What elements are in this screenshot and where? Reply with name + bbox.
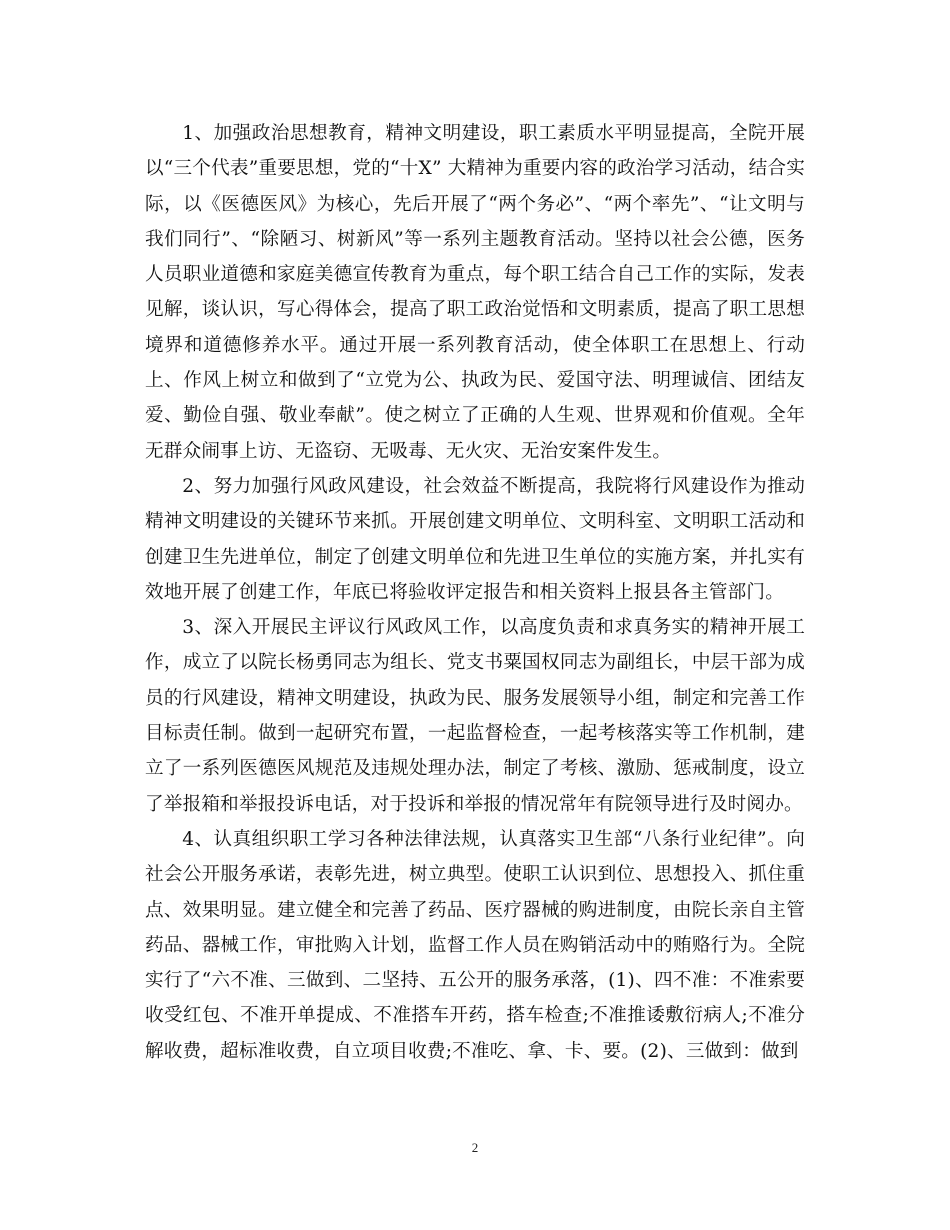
document-body <box>145 116 805 1069</box>
paragraph-4: 4、认真组织职工学习各种法律法规，认真落实卫生部“八条行业纪律”。向社会公开服务承诺，表彰先进，树立典型。使职工认识到位、思想投入、抓住重点、效果明显。建立健全和完善了药品、医疗器械的购进制度，由院长亲自主管药品、器械工作，审批购入计划，监督工作人员在购销活动中的贿赂行为。全院实行了“六不准、三做到、二坚持、五公开的服务承落，(1)、四不准：不准索要收受红包、不准开单提成、不准搭车开药，搭车检查;不准推诿敷衍病人;不准分解收费，超标准收费，自立项目收费;不准吃、拿、卡、要。(2)、三做到：做到 <box>145 828 805 1062</box>
paragraph-2: 2、努力加强行风政风建设，社会效益不断提高，我院将行风建设作为推动精神文明建设的关键环节来抓。开展创建文明单位、文明科室、文明职工活动和创建卫生先进单位，制定了创建文明单位和先进卫生单位的实施方案，并扎实有效地开展了创建工作，年底已将验收评定报告和相关资料上报县各主管部门。 <box>145 475 805 603</box>
paragraph-3: 3、深入开展民主评议行风政风工作，以高度负责和求真务实的精神开展工作，成立了以院长杨勇同志为组长、党支书粟国权同志为副组长，中层干部为成员的行风建设，精神文明建设，执政为民、服务发展领导小组，制定和完善工作目标责任制。做到一起研究布置，一起监督检查，一起考核落实等工作机制，建立了一系列医德医风规范及违规处理办法，制定了考核、激励、惩戒制度，设立了举报箱和举报投诉电话，对于投诉和举报的情况常年有院领导进行及时阅办。 <box>145 617 805 815</box>
paragraph-1: 1、加强政治思想教育，精神文明建设，职工素质水平明显提高，全院开展以“三个代表”重要思想，党的“十X” 大精神为重要内容的政治学习活动，结合实际，以《医德医风》为核心，先后开展了“两个务必”、“两个率先”、“让文明与我们同行”、“除陋习、树新风”等一系列主题教育活动。坚持以社会公德，医务人员职业道德和家庭美德宣传教育为重点，每个职工结合自己工作的实际，发表见解，谈认识，写心得体会，提高了职工政治觉悟和文明素质，提高了职工思想境界和道德修养水平。通过开展一系列教育活动，使全体职工在思想上、行动上、作风上树立和做到了“立党为公、执政为民、爱国守法、明理诚信、团结友爱、勤俭自强、敬业奉献”。使之树立了正确的人生观、世界观和价值观。全年无群众闹事上访、无盗窃、无吸毒、无火灾、无治安案件发生。 <box>145 123 805 462</box>
page-number: 2 <box>471 1140 479 1155</box>
